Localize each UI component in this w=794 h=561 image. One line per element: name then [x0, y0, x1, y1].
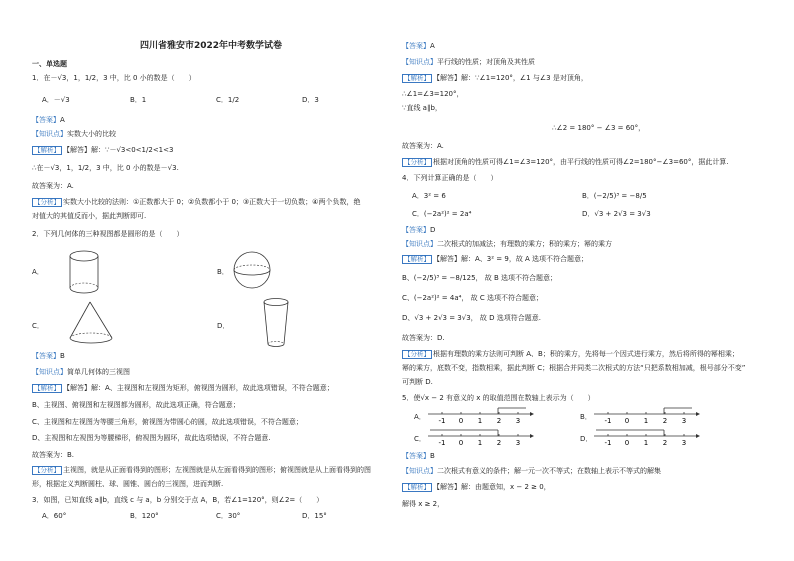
q5-label-d: D．	[580, 435, 593, 443]
number-line-d	[592, 426, 702, 448]
number-line-tick-label: 1	[477, 439, 483, 447]
q5-analysis: 【解析】 【解答】解：由题意知，x − 2 ≥ 0，	[404, 483, 551, 491]
q2-label-b: B．	[217, 268, 229, 276]
q4-analysis-c: C、(−2a²)² = 4a⁴， 故 C 选项不符合题意；	[402, 294, 543, 302]
q4-option-a: A．3² = 6	[412, 192, 446, 200]
q3-option-b: B．120°	[130, 512, 159, 520]
q2-label-a: A．	[32, 268, 44, 276]
frustum-figure	[260, 296, 300, 352]
number-line-tick-label: -1	[604, 439, 612, 447]
number-line-tick-label: 2	[662, 439, 668, 447]
number-line-tick-label: -1	[604, 417, 612, 425]
q4-analysis-d: D、√3 + 2√3 = 3√3， 故 D 选项符合题意.	[402, 314, 541, 322]
number-line-tick-label: 2	[662, 417, 668, 425]
q3-option-a: A．60°	[42, 512, 67, 520]
q4-analysis: 【解析】 【解答】解：A、3² = 9，故 A 选项不符合题意；	[404, 255, 589, 263]
q3-stem: 3．如图，已知直线 a∥b，直线 c 与 a，b 分别交于点 A，B，若∠1=120°，则∠2=（ ）	[32, 496, 324, 504]
q2-analysis-c: C、主视图和左视图为等腰三角形，俯视图为带圆心的圆，故此选项错误，不符合题意；	[32, 418, 303, 426]
q1-options	[42, 96, 319, 105]
q3-option-c: C．30°	[216, 512, 241, 520]
q5-label-b: B．	[580, 413, 592, 421]
q4-option-d: D．√3 + 2√3 = 3√3	[582, 210, 651, 218]
number-line-tick-label: 3	[681, 417, 687, 425]
q3-answer: 【答案】A	[402, 42, 435, 50]
q4-option-c: C．(−2a²)² = 2a⁴	[412, 210, 472, 218]
number-line-tick-label: 0	[624, 439, 630, 447]
q3-fenxi: 【分析】 根据对顶角的性质可得∠1=∠3=120°，由平行线的性质可得∠2=180°−∠3=60°，据此计算.	[404, 158, 729, 166]
q1-knowledge: 【知识点】实数大小的比较	[32, 130, 116, 138]
q5-label-c: C．	[414, 435, 426, 443]
number-line-tick-label: 3	[515, 417, 521, 425]
number-line-tick-label: 1	[643, 417, 649, 425]
number-line-tick-label: 0	[458, 439, 464, 447]
q1-option-b: B．1	[130, 96, 147, 104]
q5-stem: 5．使√x − 2 有意义的 x 的取值范围在数轴上表示为（ ）	[402, 394, 595, 402]
q4-fenxi-2: 幂的乘方，底数不变，指数相乘，据此判断 C；根据合并同类二次根式的方法“只把系数相加减，根号部分不变”	[402, 364, 746, 372]
number-line-tick-label: 1	[643, 439, 649, 447]
q4-knowledge: 【知识点】二次根式的加减法；有理数的乘方；积的乘方；幂的乘方	[402, 240, 612, 248]
q2-label-d: D．	[217, 322, 230, 330]
number-line-tick-label: 3	[681, 439, 687, 447]
page-title: 四川省雅安市2022年中考数学试卷	[140, 41, 283, 51]
q1-option-a: A．－√3	[42, 96, 70, 104]
number-line-tick-label: 1	[477, 417, 483, 425]
number-line-tick-label: -1	[438, 439, 446, 447]
cone-figure	[62, 298, 122, 348]
number-line-tick-label: 3	[515, 439, 521, 447]
q1-analysis-3: 故答案为：A.	[32, 182, 74, 190]
q3-analysis: 【解析】 【解答】解：∵∠1=120°，∠1 与∠3 是对顶角，	[404, 74, 588, 82]
q5-analysis-2: 解得 x ≥ 2，	[402, 500, 445, 508]
q3-option-d: D．15°	[302, 512, 327, 520]
q4-option-b: B．(−2/5)³ = −8/5	[582, 192, 647, 200]
q1-option-c: C．1/2	[216, 96, 240, 104]
q4-analysis-ans: 故答案为：D.	[402, 334, 445, 342]
q1-option-d: D．3	[302, 96, 319, 104]
q3-analysis-2: ∴∠1=∠3=120°，	[402, 90, 464, 98]
number-line-a	[426, 404, 536, 426]
q1-fenxi-2: 对值大的其值反而小，据此判断即可.	[32, 212, 147, 220]
q4-stem: 4．下列计算正确的是（ ）	[402, 174, 498, 182]
number-line-b	[592, 404, 702, 426]
q2-analysis: 【解析】 【解答】解：A、主视图和左视图为矩形，俯视图为圆形，故此选项错误，不符合题意；	[34, 384, 334, 392]
q2-analysis-d: D、主视图和左视图为等腰梯形，俯视图为圆环，故此选项错误，不符合题意.	[32, 434, 271, 442]
q2-stem: 2．下列几何体的三种视图都是圆形的是（ ）	[32, 230, 184, 238]
q2-analysis-b: B、主视图、俯视图和左视图都为圆形，故此选项正确，符合题意；	[32, 401, 240, 409]
q3-analysis-4: ∴∠2 = 180° − ∠3 = 60°，	[552, 124, 646, 132]
q5-answer: 【答案】B	[402, 452, 435, 460]
q4-answer: 【答案】D	[402, 226, 436, 234]
q1-analysis-2: ∴在－√3，1，1/2，3 中，比 0 小的数是－√3.	[32, 164, 179, 172]
q5-knowledge: 【知识点】二次根式有意义的条件；解一元一次不等式；在数轴上表示不等式的解集	[402, 467, 661, 475]
q4-fenxi-3: 可判断 D.	[402, 378, 433, 386]
number-line-tick-label: 2	[496, 439, 502, 447]
number-line-tick-label: -1	[438, 417, 446, 425]
q4-fenxi: 【分析】 根据有理数的乘方法则可判断 A、B；积的乘方，先将每一个因式进行乘方，然后将所得的幂相乘；	[404, 350, 739, 358]
q4-analysis-b: B、(−2/5)³ = −8/125， 故 B 选项不符合题意；	[402, 274, 558, 282]
q2-fenxi-2: 形，根据定义判断圆柱、球、圆锥、圆台的三视图，进而判断.	[32, 480, 224, 488]
number-line-tick-label: 0	[458, 417, 464, 425]
number-line-tick-label: 0	[624, 417, 630, 425]
q1-fenxi: 【分析】 实数大小比较的法则：①正数都大于 0；②负数都小于 0；③正数大于一切负数；④两个负数，绝	[34, 198, 361, 206]
q2-answer: 【答案】B	[32, 352, 65, 360]
sphere-figure	[228, 248, 278, 298]
q3-analysis-5: 故答案为：A.	[402, 142, 444, 150]
q1-stem: 1．在－√3，1，1/2，3 中，比 0 小的数是（ ）	[32, 74, 196, 82]
q5-label-a: A．	[414, 413, 426, 421]
q2-label-c: C．	[32, 322, 44, 330]
number-line-c	[426, 426, 536, 448]
q3-knowledge: 【知识点】平行线的性质；对顶角及其性质	[402, 58, 535, 66]
q2-knowledge: 【知识点】简单几何体的三视图	[32, 368, 130, 376]
q1-answer: 【答案】A	[32, 116, 65, 124]
q1-analysis: 【解析】 【解答】解：∵－√3<0<1/2<1<3	[34, 146, 174, 154]
cylinder-figure	[62, 248, 112, 298]
number-line-tick-label: 2	[496, 417, 502, 425]
q3-analysis-3: ∵直线 a∥b，	[402, 104, 442, 112]
q2-fenxi: 【分析】 主视图，就是从正面看得到的图形；左视图就是从左面看得到的图形；俯视图就是从上面看得到的图	[34, 466, 371, 474]
section-heading: 一、单选题	[32, 60, 67, 68]
q3-options	[42, 512, 327, 521]
q2-analysis-ans: 故答案为：B.	[32, 451, 75, 459]
